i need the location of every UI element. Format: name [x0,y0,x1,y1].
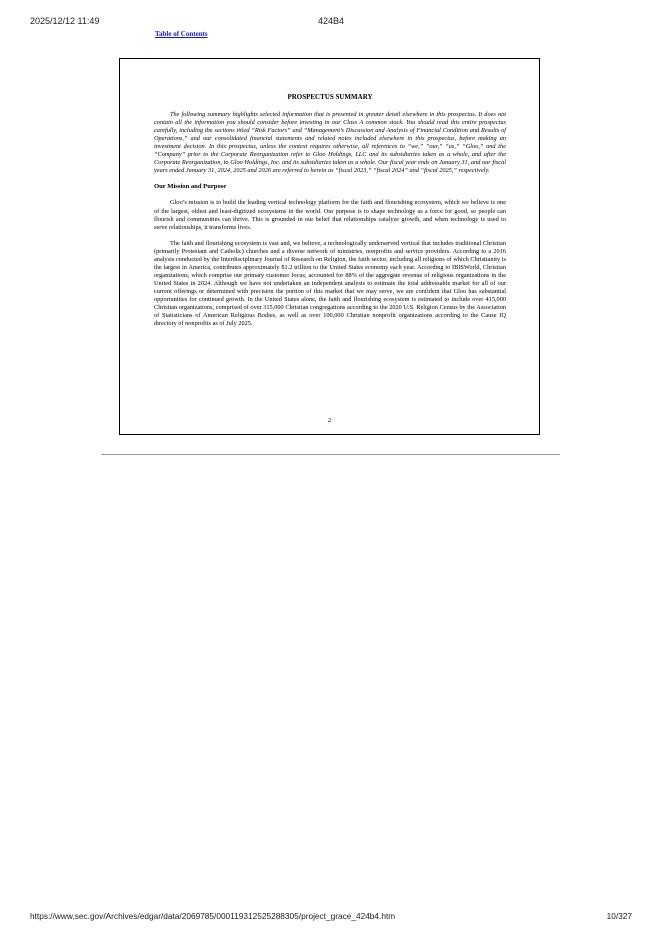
print-url: https://www.sec.gov/Archives/edgar/data/2069785/000119312525288305/project_grace_424b4.htm [30,911,396,921]
print-page-count: 10/327 [606,911,632,921]
page-number: 2 [327,417,332,424]
ecosystem-paragraph: The faith and flourishing ecosystem is vast and, we believe, a technologically underserved vertical that includes traditional Christian (primarily Protestant and Catholic) churches and a diverse network of ministries, nonprofits and service providers. According to a 2016 analysis conducted by the Interdisciplinary Journal of Research on Religion, the faith sector, including all religions of which Christianity is the largest in America, contributes approximately $1.2 trillion to the United States economy each year. According to IBISWorld, Christian organizations, which comprise our primary customer focus, accounted for 88% of the aggregate revenue of religious organizations in the United States in 2024. Although we have not undertaken an independent analysis to estimate the total addressable market for all of our current offerings or determined with precision the portion of this market that we may serve, we are confident that Gloo has substantial opportunities for continued growth. In the United States alone, the faith and flourishing ecosystem is estimated to include over 415,000 Christian organizations, comprised of over 315,000 Christian congregations according to the 2020 U.S. Religion Census by the Association of Statisticians of American Religious Bodies, as well as over 100,000 Christian nonprofit organizations according to the Cause IQ directory of nonprofits as of July 2025. [154,239,506,328]
document-page [119,58,540,435]
page-title: PROSPECTUS SUMMARY [287,93,373,101]
section-heading-mission: Our Mission and Purpose [154,183,227,191]
mission-paragraph: Gloo’s mission is to build the leading vertical technology platform for the faith and flourishing ecosystem, which we believe is one of the largest, oldest and least-digitized ecosystems in the world. Our purpose is to shape technology as a force for good, so people can flourish and communities can thrive. This is grounded in our belief that relationships catalyze growth, and when technology is used to serve relationships, it transforms lives. [154,199,506,231]
document-content [154,93,506,336]
print-document-title: 424B4 [317,16,345,26]
intro-paragraph: The following summary highlights selected information that is presented in greater detail elsewhere in this prospectus. It does not contain all the information you should consider before investing in our Class A common stock. You should read this entire prospectus carefully, including the sections titled “Risk Factors” and “Management’s Discussion and Analysis of Financial Condition and Results of Operations,” and our consolidated financial statements and related notes included elsewhere in this prospectus, before making an investment decision. In this prospectus, unless the context requires otherwise, all references to “we,” “our,” “us,” “Gloo,” and the “Company” prior to the Corporate Reorganization refer to Gloo Holdings, LLC and its subsidiaries taken as a whole, and after the Corporate Reorganization, to Gloo Holdings, Inc. and its subsidiaries taken as a whole. Our fiscal year ends on January 31, and our fiscal years ended January 31, 2024, 2025 and 2026 are referred to herein as “fiscal 2023,” “fiscal 2024” and “fiscal 2025,” respectively. [154,111,506,175]
page-divider [101,454,560,455]
print-datetime: 2025/12/12 11:49 [30,16,100,26]
table-of-contents-link[interactable]: Table of Contents [155,30,208,38]
